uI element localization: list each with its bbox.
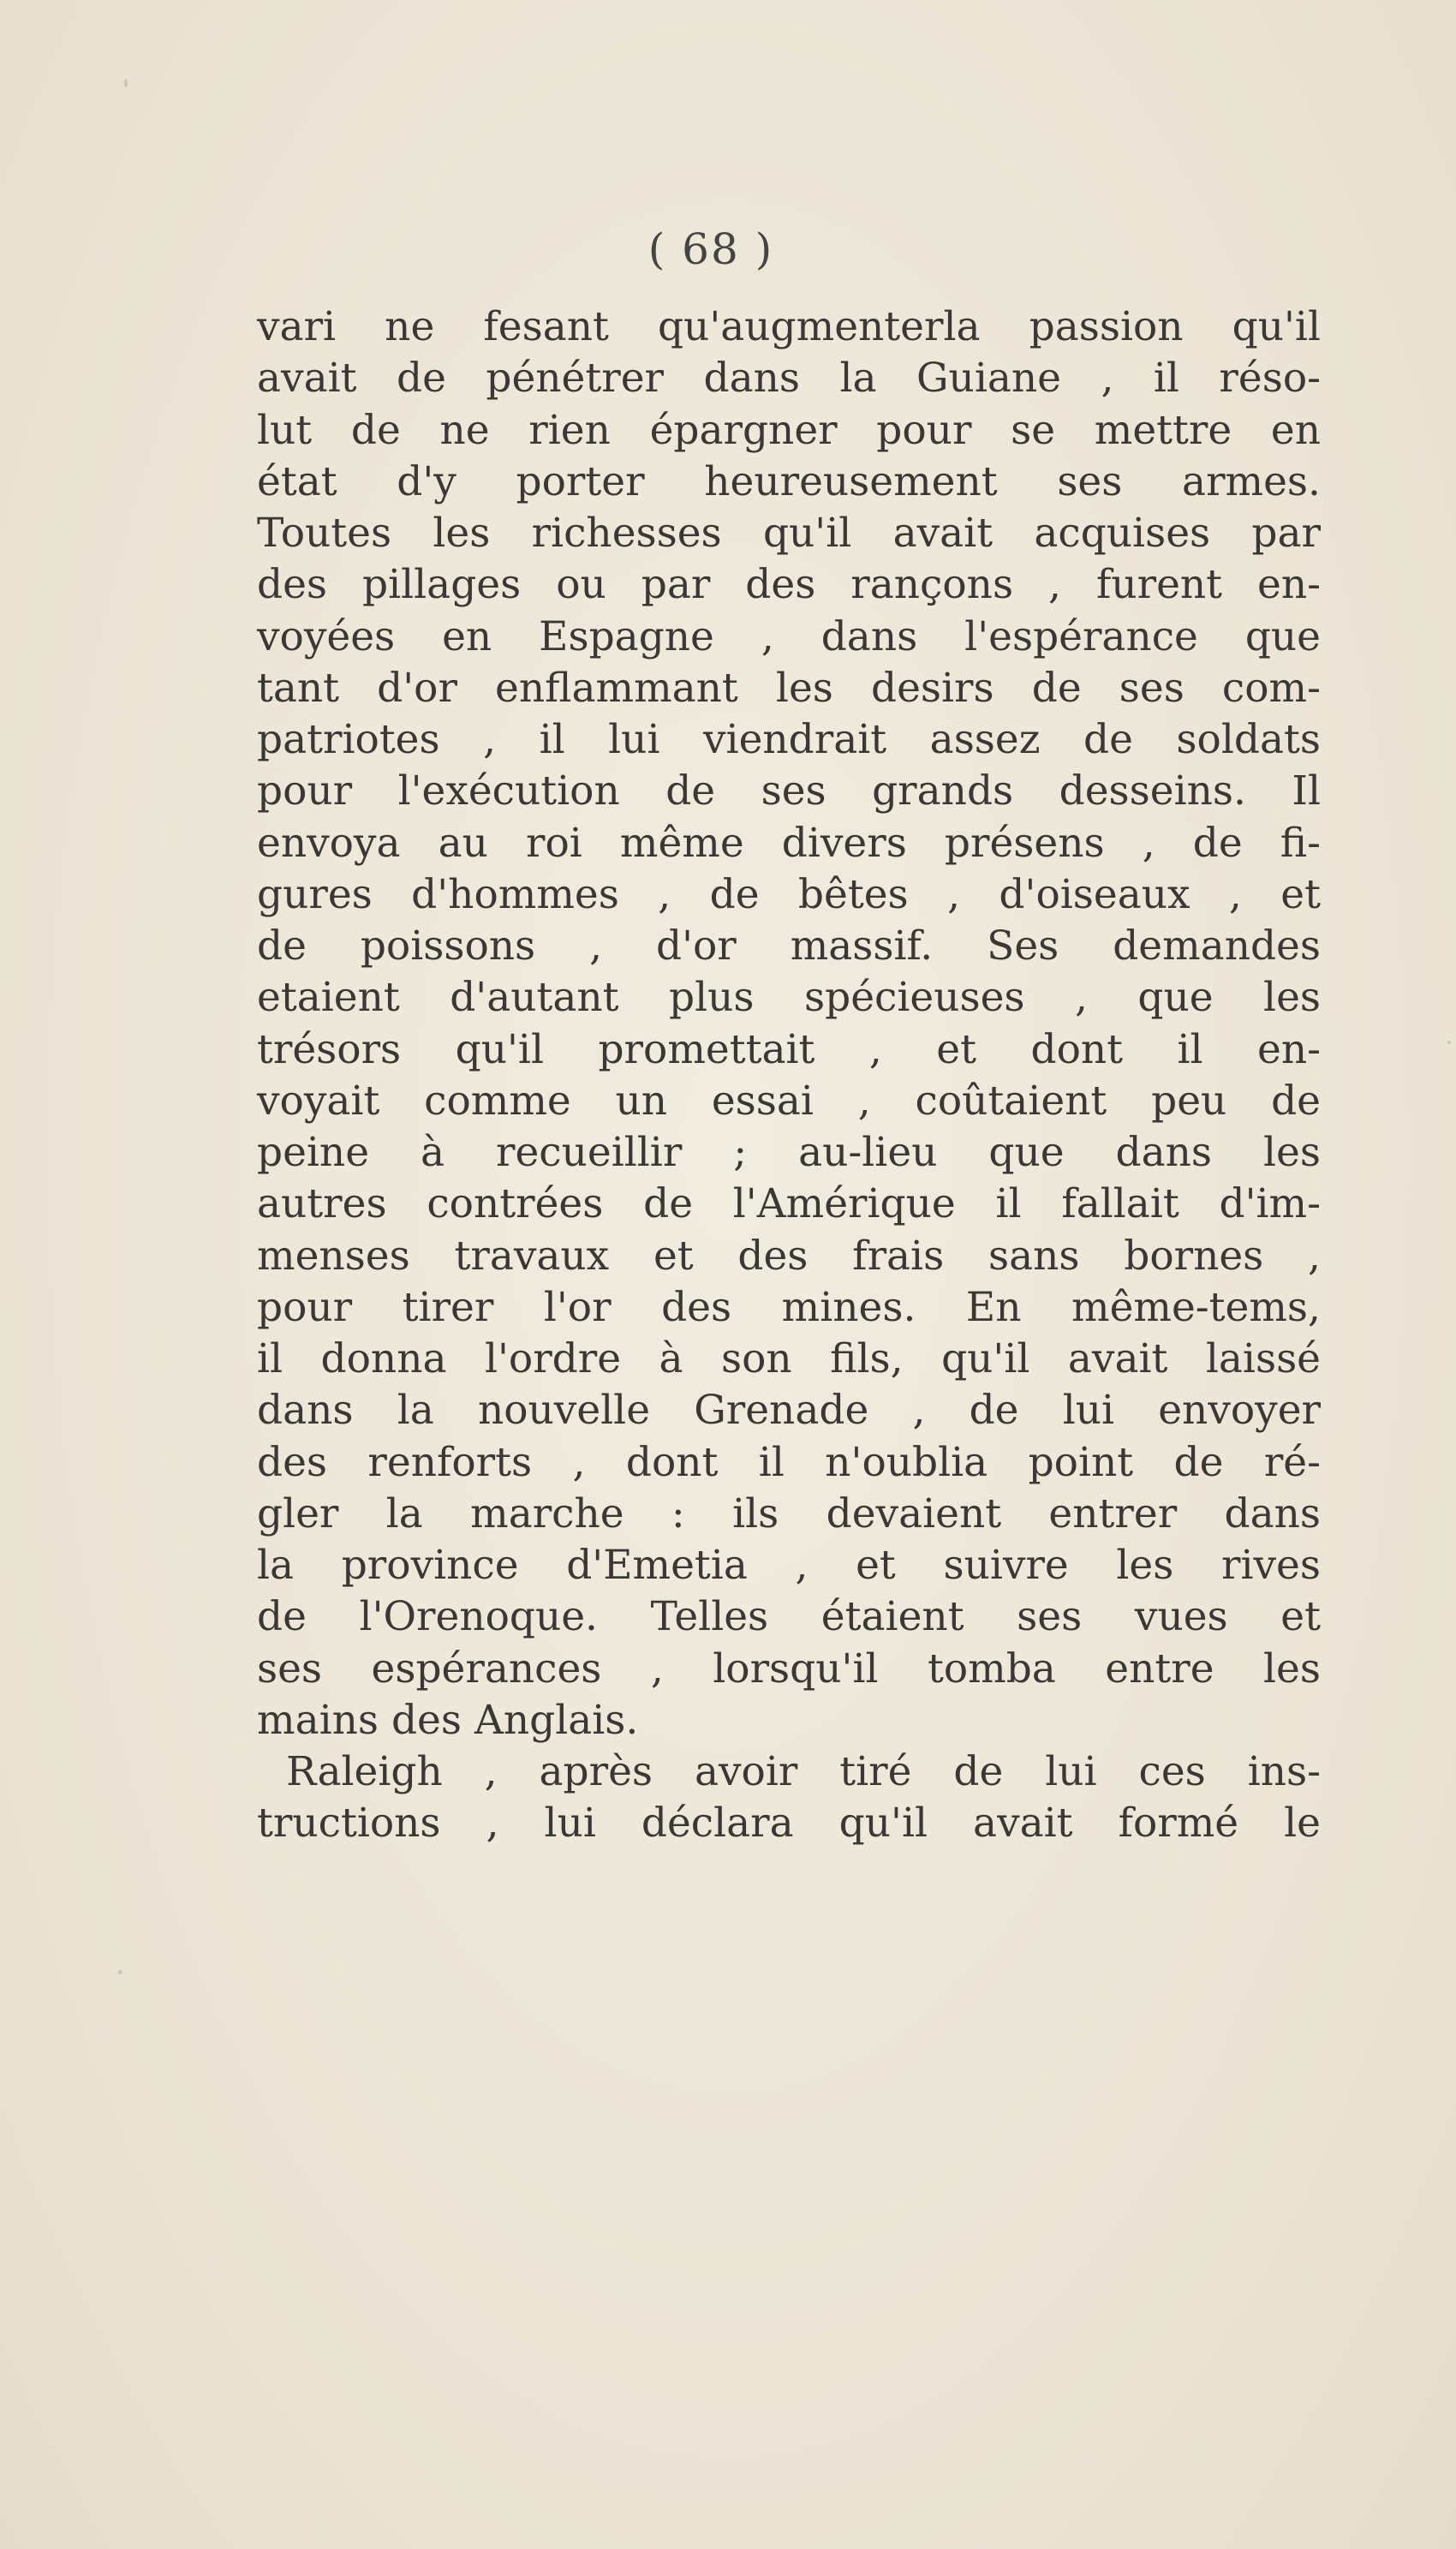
text-line: autres contrées de l'Amérique il fallait d'im- [257,1180,1321,1228]
text-line: voyées en Espagne , dans l'espérance que [257,612,1321,660]
text-line-paragraph-start: Raleigh , après avoir tiré de lui ces ins- [286,1748,1321,1795]
text-line: des pillages ou par des rançons , furent en- [257,561,1321,609]
text-line: état d'y porter heureusement ses armes. [257,457,1321,505]
text-line: la province d'Emetia , et suivre les rives [257,1542,1321,1589]
text-line: lut de ne rien épargner pour se mettre en [257,406,1321,454]
text-line: il donna l'ordre à son fils, qu'il avait laissé [257,1335,1321,1382]
text-line: voyait comme un essai , coûtaient peu de [257,1077,1321,1125]
text-line: de poissons , d'or massif. Ses demandes [257,922,1321,970]
text-line: gures d'hommes , de bêtes , d'oiseaux , et [257,870,1321,918]
page-number: ( 68 ) [647,224,774,274]
text-line: gler la marche : ils devaient entrer dans [257,1489,1321,1537]
text-line: avait de pénétrer dans la Guiane , il réso- [257,355,1321,403]
text-line-paragraph-end: mains des Anglais. [257,1696,639,1744]
text-line: Toutes les richesses qu'il avait acquises par [257,510,1321,557]
text-line: envoya au roi même divers présens , de fi- [257,819,1321,867]
text-line: vari ne fesant qu'augmenterla passion qu'il [257,303,1321,350]
text-line: de l'Orenoque. Telles étaient ses vues et [257,1593,1321,1641]
paper-speck [124,79,128,87]
text-line: menses travaux et des frais sans bornes , [257,1232,1321,1280]
body-text [257,301,1321,1850]
text-line: etaient d'autant plus spécieuses , que les [257,974,1321,1022]
text-line: pour tirer l'or des mines. En même-tems, [257,1283,1321,1331]
text-line: pour l'exécution de ses grands desseins. Il [257,767,1321,815]
text-line: peine à recueillir ; au-lieu que dans les [257,1129,1321,1176]
text-line: tant d'or enflammant les desirs de ses com- [257,664,1321,712]
paper-speck [118,1970,122,1974]
text-line: dans la nouvelle Grenade , de lui envoyer [257,1387,1321,1435]
text-line: ses espérances , lorsqu'il tomba entre les [257,1645,1321,1692]
paper-speck [1447,1041,1451,1044]
text-line: tructions , lui déclara qu'il avait formé le [257,1800,1321,1848]
text-line: des renforts , dont il n'oublia point de ré- [257,1438,1321,1486]
text-line: trésors qu'il promettait , et dont il en- [257,1025,1321,1073]
text-line: patriotes , il lui viendrait assez de soldats [257,716,1321,763]
